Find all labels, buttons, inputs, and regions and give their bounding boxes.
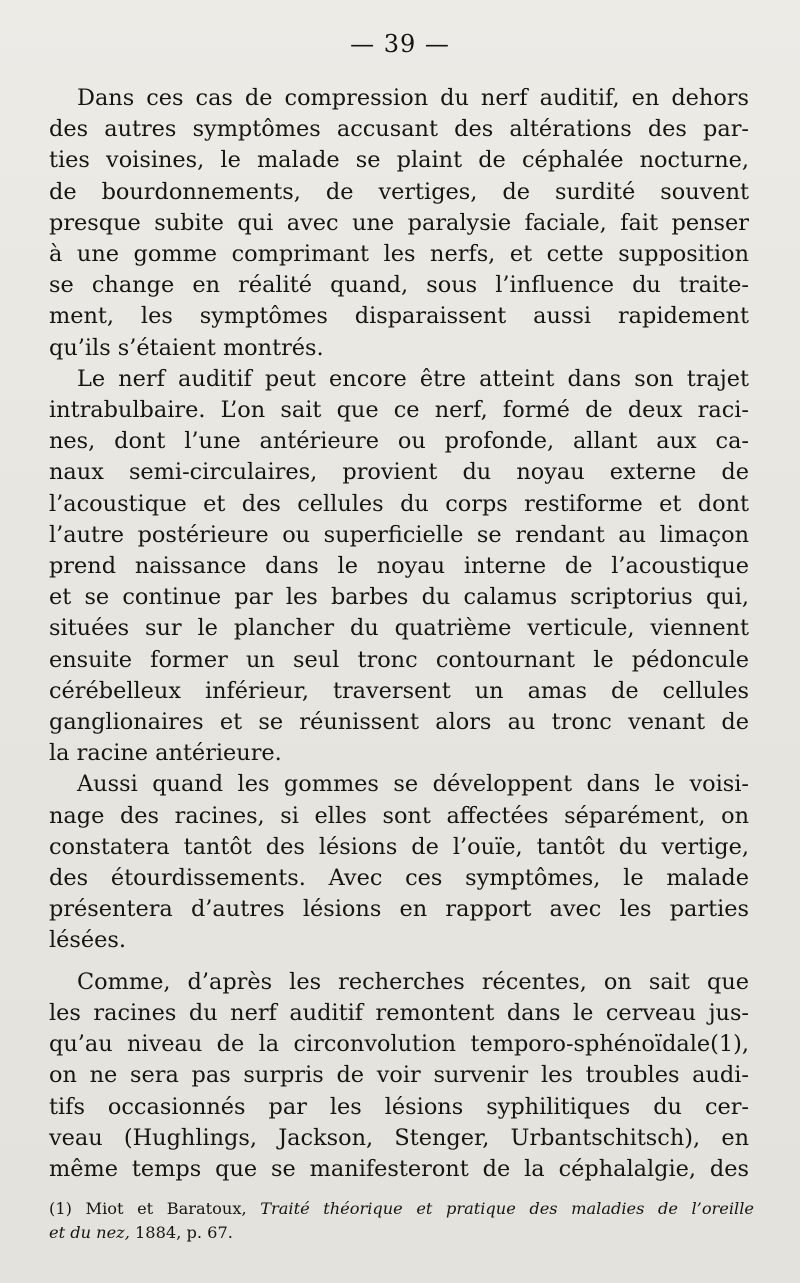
footnote-details: 1884, p. 67. — [135, 1223, 233, 1242]
text-line: veau (Hughlings, Jackson, Stenger, Urbantschitsch), en — [49, 1124, 749, 1151]
footnote-title: Traité théorique et pratique des maladies de l’oreille — [260, 1199, 754, 1218]
text-line: ties voisines, le malade se plaint de céphalée nocturne, — [49, 147, 749, 174]
text-line: nage des racines, si elles sont affectées séparément, on — [49, 802, 749, 829]
body-text — [49, 83, 749, 1185]
text-line: Dans ces cas de compression du nerf auditif, en dehors — [77, 85, 749, 111]
paragraph-3 — [49, 769, 749, 956]
text-line: on ne sera pas surpris de voir survenir les troubles audi- — [49, 1062, 749, 1089]
text-line: cérébelleux inférieur, traversent un amas de cellules — [49, 677, 749, 704]
text-line: Aussi quand les gommes se développent dans le voisi- — [77, 771, 749, 798]
text-line: la racine antérieure. — [49, 740, 282, 767]
text-line: qu’au niveau de la circonvolution temporo-sphénoïdale(1), — [49, 1031, 749, 1058]
text-line: des autres symptômes accusant des altérations des par- — [49, 116, 749, 143]
text-line: ganglionaires et se réunissent alors au tronc venant de — [49, 709, 749, 736]
text-line: l’autre postérieure ou superficielle se rendant au limaçon — [49, 521, 749, 548]
text-line: ment, les symptômes disparaissent aussi rapidement — [49, 303, 749, 330]
text-line: situées sur le plancher du quatrième verticule, viennent — [49, 615, 749, 642]
text-line: nes, dont l’une antérieure ou profonde, allant aux ca- — [49, 428, 749, 455]
footnote-line — [49, 1221, 754, 1245]
text-line: prend naissance dans le noyau interne de l’acoustique — [49, 553, 749, 580]
paragraph-1 — [49, 83, 749, 364]
footnote-authors: Miot et Baratoux, — [85, 1199, 247, 1218]
footnote-marker: (1) — [49, 1199, 72, 1218]
text-line: lésées. — [49, 927, 127, 954]
text-line: à une gomme comprimant les nerfs, et cette supposition — [49, 241, 749, 268]
text-line: de bourdonnements, de vertiges, de surdité souvent — [49, 178, 749, 205]
paragraph-2 — [49, 364, 749, 770]
footnote-title-continued: et du nez, — [49, 1223, 130, 1242]
paragraph-4 — [49, 967, 749, 1185]
text-line: presque subite qui avec une paralysie faciale, fait penser — [49, 209, 749, 236]
footnote-line — [49, 1197, 754, 1221]
text-line: se change en réalité quand, sous l’influence du traite- — [49, 272, 749, 299]
text-line: les racines du nerf auditif remontent dans le cerveau jus- — [49, 999, 749, 1026]
text-line: naux semi-circulaires, provient du noyau externe de — [49, 459, 749, 486]
text-line: ensuite former un seul tronc contournant le pédoncule — [49, 646, 749, 673]
text-line: des étourdissements. Avec ces symptômes, le malade — [49, 865, 749, 892]
text-line: intrabulbaire. L’on sait que ce nerf, formé de deux raci- — [49, 397, 749, 424]
text-line: l’acoustique et des cellules du corps restiforme et dont — [49, 490, 749, 517]
text-line: qu’ils s’étaient montrés. — [49, 334, 324, 361]
text-line: Le nerf auditif peut encore être atteint dans son trajet — [77, 365, 749, 392]
page-number: — 39 — — [350, 30, 450, 58]
footnote — [49, 1197, 754, 1245]
text-line: constatera tantôt des lésions de l’ouïe, tantôt du vertige, — [49, 833, 749, 860]
text-line: Comme, d’après les recherches récentes, on sait que — [77, 968, 749, 995]
text-line: et se continue par les barbes du calamus scriptorius qui, — [49, 584, 749, 611]
text-line: tifs occasionnés par les lésions syphilitiques du cer- — [49, 1093, 749, 1120]
text-line: même temps que se manifesteront de la céphalalgie, des — [49, 1155, 749, 1182]
text-line: présentera d’autres lésions en rapport avec les parties — [49, 896, 749, 923]
